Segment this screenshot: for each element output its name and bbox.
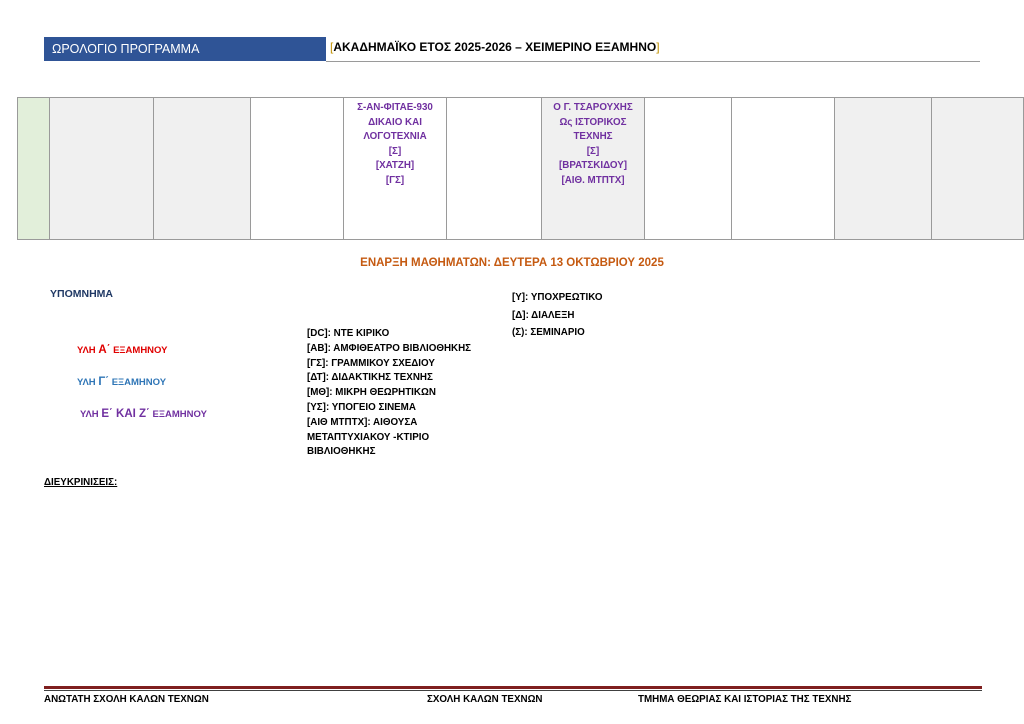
course-line: [ΒΡΑΤΣΚΙΔΟΥ]	[559, 160, 627, 172]
footer-rule-thin	[44, 690, 982, 692]
semester-number: Ε΄ ΚΑΙ Ζ΄	[101, 408, 150, 420]
start-date-notice: ΕΝΑΡΞΗ ΜΑΘΗΜΑΤΩΝ: ΔΕΥΤΕΡΑ 13 ΟΚΤΩΒΡΙΟΥ 2025	[360, 257, 664, 269]
room-entry: [ΑΒ]: ΑΜΦΙΘΕΑΤΡΟ ΒΙΒΛΙΟΘΗΚΗΣ	[307, 342, 472, 354]
course-line: ΤΕΧΝΗΣ	[573, 131, 613, 143]
program-title-banner	[44, 37, 326, 61]
legend-semester-a	[77, 344, 168, 356]
semester-suffix: ΕΞΑΜΗΝΟΥ	[149, 409, 207, 420]
schedule-cell	[834, 97, 932, 240]
type-entry: (Σ): ΣΕΜΙΝΑΡΙΟ	[512, 327, 585, 338]
semester-prefix: ΥΛΗ	[77, 377, 99, 388]
schedule-cell	[644, 97, 732, 240]
room-entry: [ΜΘ]: ΜΙΚΡΗ ΘΕΩΡΗΤΙΚΩΝ	[307, 387, 436, 399]
course-line: [ΓΣ]	[385, 174, 405, 186]
schedule-cell	[49, 97, 154, 240]
semester-suffix: ΕΞΑΜΗΝΟΥ	[109, 377, 167, 388]
course-line: Ο Γ. ΤΣΑΡΟΥΧΗΣ	[553, 102, 633, 113]
clarifications-heading: ΔΙΕΥΚΡΙΝΙΣΕΙΣ:	[44, 477, 118, 488]
room-entry: [ΑΙΘ ΜΤΠΤΧ]: ΑΙΘΟΥΣΑ	[307, 416, 418, 428]
schedule-cell	[153, 97, 251, 240]
academic-year-title	[330, 40, 660, 54]
room-entry: ΜΕΤΑΠΤΥΧΙΑΚΟΥ -ΚΤΙΡΙΟ	[307, 431, 430, 443]
legend-title: ΥΠΟΜΝΗΜΑ	[50, 288, 113, 300]
semester-prefix: ΥΛΗ	[77, 345, 99, 356]
schedule-cell-day	[17, 97, 50, 240]
schedule-cell	[931, 97, 1024, 240]
semester-number: Α΄	[98, 344, 111, 356]
footer-faculty: ΣΧΟΛΗ ΚΑΛΩΝ ΤΕΧΝΩΝ	[427, 694, 543, 705]
room-entry: [ΔΤ]: ΔΙΔΑΚΤΙΚΗΣ ΤΕΧΝΗΣ	[307, 372, 433, 384]
course-line: [Σ]	[586, 145, 600, 157]
bracket-close: ]	[656, 40, 660, 54]
bracket-open: [	[330, 40, 334, 54]
semester-prefix: ΥΛΗ	[80, 409, 102, 420]
semester-suffix: ΕΞΑΜΗΝΟΥ	[110, 345, 168, 356]
course-line: [ΑΙΘ. ΜΤΠΤΧ]	[561, 174, 625, 186]
course-line: Σ-ΑΝ-ΦΙΤΑΕ-930	[357, 102, 433, 113]
legend-course-types	[512, 289, 603, 342]
program-title: ΩΡΟΛΟΓΙΟ ΠΡΟΓΡΑΜΜΑ	[52, 42, 200, 56]
course-line: [Σ]	[388, 145, 402, 157]
schedule-cell-course-1	[343, 97, 447, 240]
legend-rooms	[307, 327, 497, 460]
course-line: ΔΙΚΑΙΟ ΚΑΙ	[368, 116, 422, 128]
semester-number: Γ΄	[98, 376, 110, 388]
schedule-cell	[250, 97, 344, 240]
schedule-cell-course-2	[541, 97, 645, 240]
course-line: Ως ΙΣΤΟΡΙΚΟΣ	[559, 116, 627, 128]
room-entry: [ΓΣ]: ΓΡΑΜΜΙΚΟΥ ΣΧΕΔΙΟΥ	[307, 357, 435, 369]
footer-school: ΑΝΩΤΑΤΗ ΣΧΟΛΗ ΚΑΛΩΝ ΤΕΧΝΩΝ	[44, 694, 209, 705]
type-entry: [Δ]: ΔΙΑΛΕΞΗ	[512, 309, 575, 321]
year-semester-text: ΑΚΑΔΗΜΑΪΚΟ ΕΤΟΣ 2025-2026 – ΧΕΙΜΕΡΙΝΟ ΕΞΑΜΗΝΟ	[333, 40, 657, 54]
header-rule	[326, 61, 980, 62]
legend-semester-g	[77, 376, 166, 388]
legend-semester-e-z	[80, 408, 207, 420]
room-entry: [ΥΣ]: ΥΠΟΓΕΙΟ ΣΙΝΕΜΑ	[307, 401, 416, 413]
room-entry: [DC]: ΝΤΕ ΚΙΡΙΚΟ	[307, 328, 390, 339]
schedule-cell	[731, 97, 835, 240]
room-entry: ΒΙΒΛΙΟΘΗΚΗΣ	[307, 446, 376, 458]
course-line: [ΧΑΤΖΗ]	[375, 160, 415, 172]
schedule-cell	[446, 97, 542, 240]
type-entry: [Υ]: ΥΠΟΧΡΕΩΤΙΚΟ	[512, 292, 603, 303]
footer-department: ΤΜΗΜΑ ΘΕΩΡΙΑΣ ΚΑΙ ΙΣΤΟΡΙΑΣ ΤΗΣ ΤΕΧΝΗΣ	[638, 694, 852, 705]
course-line: ΛΟΓΟΤΕΧΝΙΑ	[363, 131, 427, 143]
